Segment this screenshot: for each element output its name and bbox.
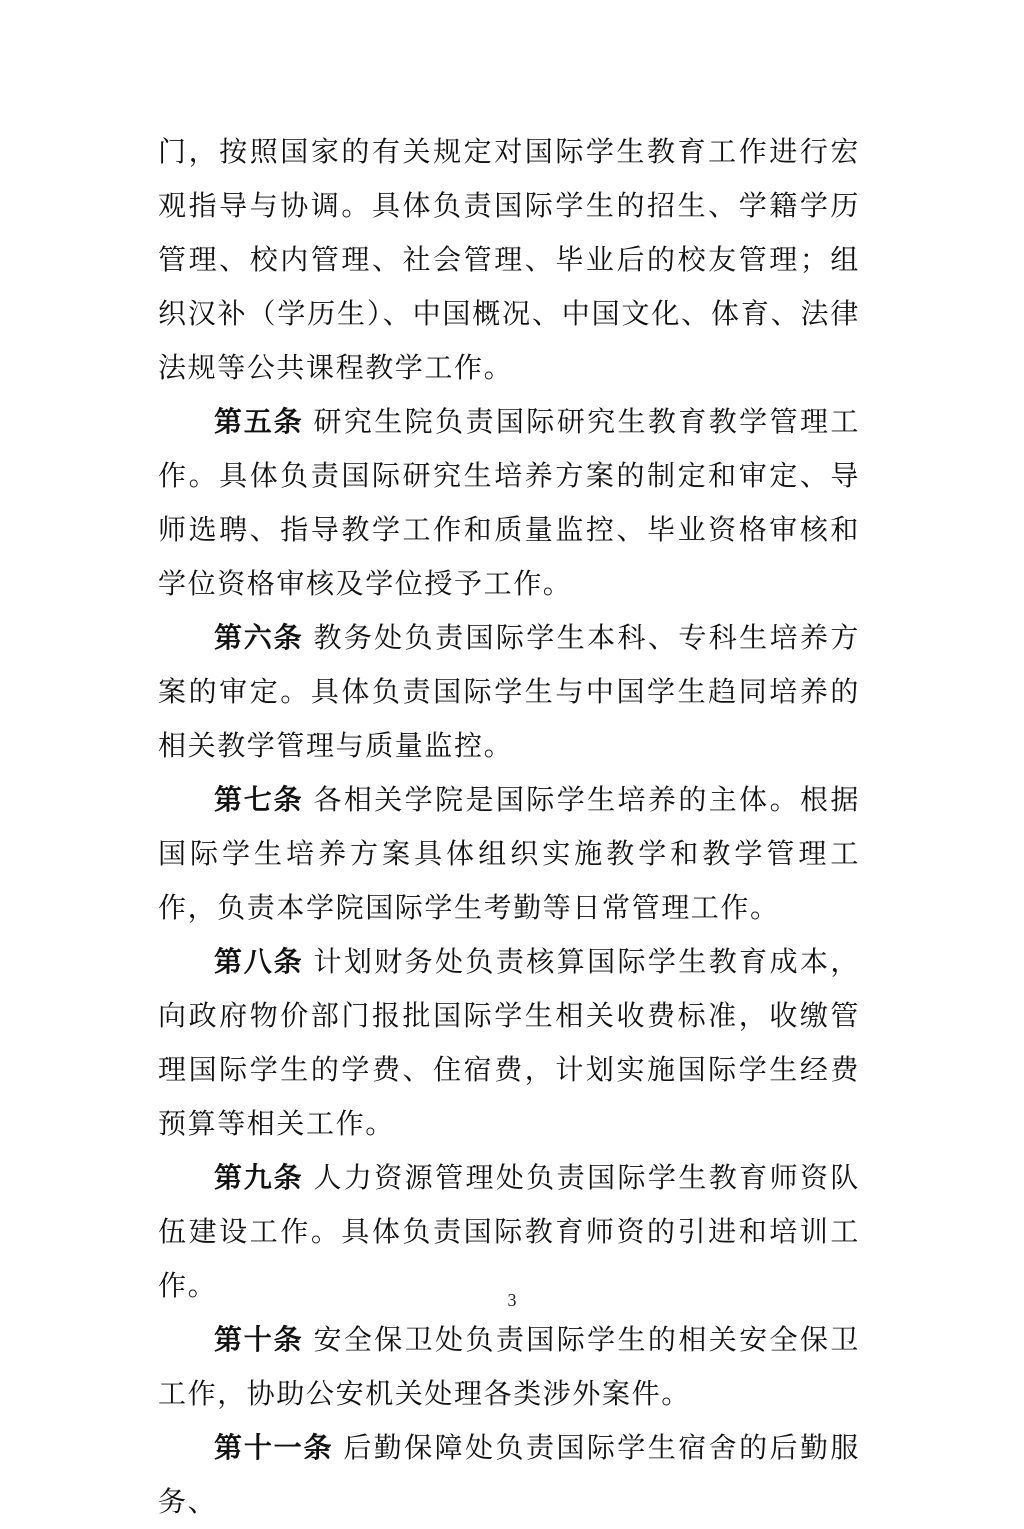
article-text: 研究生院负责国际研究生教育教学管理工作。具体负责国际研究生培养方案的制定和审定、导师选聘、指导教学工作和质量监控、毕业资格审核和学位资格审核及学位授予工作。 bbox=[158, 405, 860, 600]
article-11 bbox=[158, 1421, 860, 1529]
article-5 bbox=[158, 395, 860, 611]
article-label: 第五条 bbox=[214, 405, 304, 438]
article-label: 第九条 bbox=[214, 1161, 304, 1194]
article-text: 各相关学院是国际学生培养的主体。根据国际学生培养方案具体组织实施教学和教学管理工作，负责本学院国际学生考勤等日常管理工作。 bbox=[158, 783, 860, 924]
article-text: 教务处负责国际学生本科、专科生培养方案的审定。具体负责国际学生与中国学生趋同培养的相关教学管理与质量监控。 bbox=[158, 621, 860, 762]
continuation-paragraph: 门，按照国家的有关规定对国际学生教育工作进行宏观指导与协调。具体负责国际学生的招生、学籍学历管理、校内管理、社会管理、毕业后的校友管理；组织汉补（学历生）、中国概况、中国文化、体育、法律法规等公共课程教学工作。 bbox=[158, 135, 860, 384]
article-8 bbox=[158, 935, 860, 1151]
document-body bbox=[158, 125, 860, 1529]
article-label: 第七条 bbox=[214, 783, 304, 816]
article-text: 后勤保障处负责国际学生宿舍的后勤服务、 bbox=[158, 1431, 860, 1518]
article-text: 安全保卫处负责国际学生的相关安全保卫工作，协助公安机关处理各类涉外案件。 bbox=[158, 1323, 860, 1410]
article-label: 第十条 bbox=[214, 1323, 304, 1356]
article-text: 人力资源管理处负责国际学生教育师资队伍建设工作。具体负责国际教育师资的引进和培训工作。 bbox=[158, 1161, 860, 1302]
article-9 bbox=[158, 1151, 860, 1313]
article-6 bbox=[158, 611, 860, 773]
article-7 bbox=[158, 773, 860, 935]
article-label: 第十一条 bbox=[214, 1431, 334, 1464]
page-number: 3 bbox=[507, 1290, 517, 1310]
article-10 bbox=[158, 1313, 860, 1421]
article-label: 第八条 bbox=[214, 945, 304, 978]
article-label: 第六条 bbox=[214, 621, 304, 654]
article-text: 计划财务处负责核算国际学生教育成本，向政府物价部门报批国际学生相关收费标准，收缴管理国际学生的学费、住宿费，计划实施国际学生经费预算等相关工作。 bbox=[158, 945, 860, 1140]
